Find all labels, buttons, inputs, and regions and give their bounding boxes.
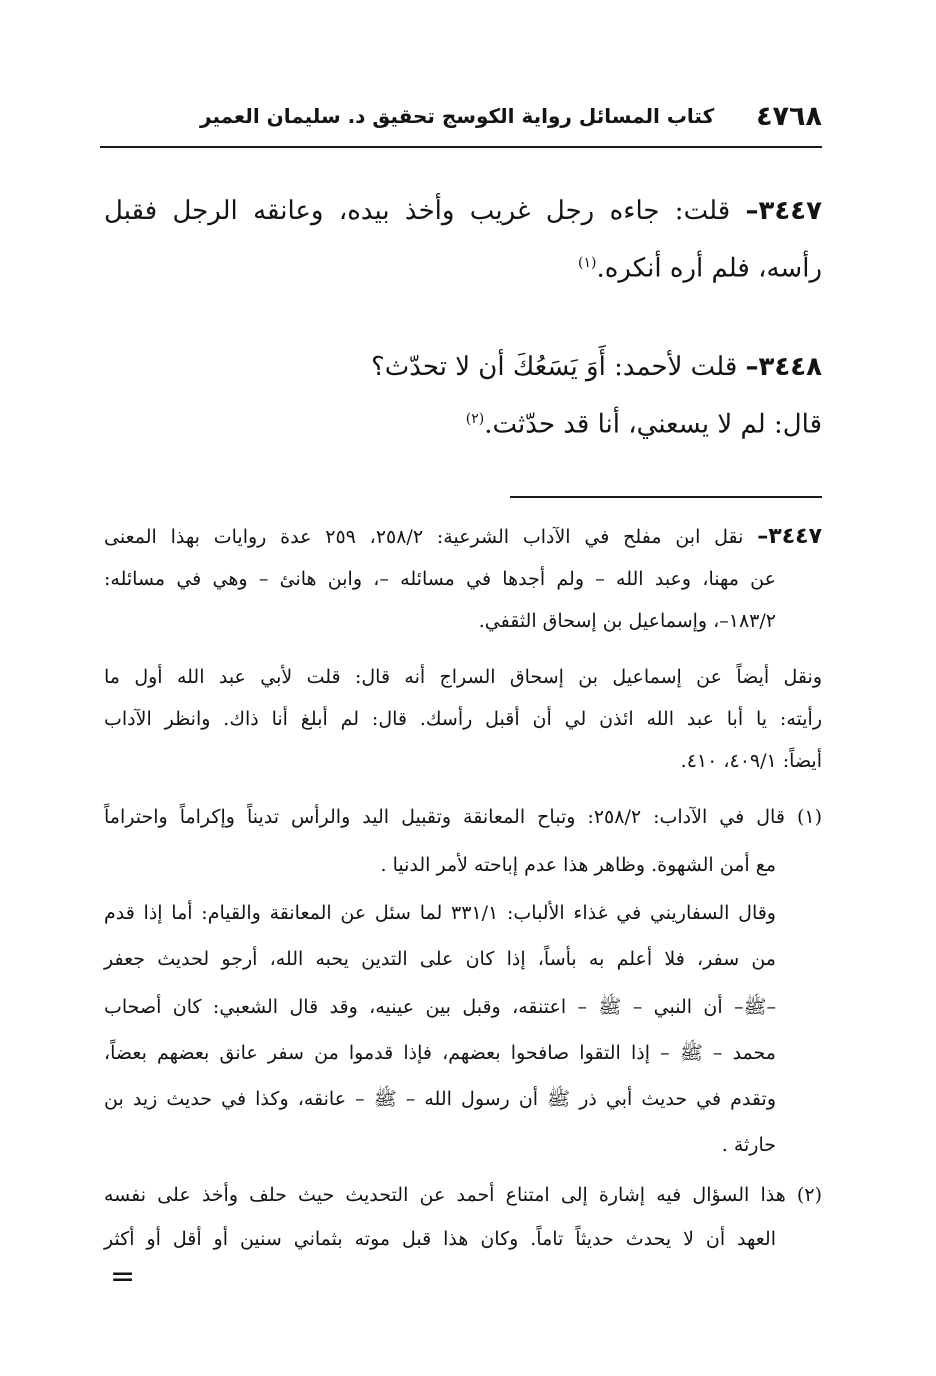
continuation-mark: =: [110, 1259, 136, 1294]
footnote-3447-line-5: رأيته: يا أبا عبد الله ائذن لي أن أقبل رأسك. قال: لم أبلغ أنا ذاك. وانظر الآداب: [104, 708, 822, 730]
page-header: [100, 96, 822, 136]
footnote-1-line-3: وقال السفاريني في غذاء الألباب: ٣٣١/١ لما سئل عن المعانقة والقيام: أما إذا قدم: [104, 902, 776, 924]
question-text: قلت لأحمد: أَوَ يَسَعُكَ أن لا تحدّث؟: [371, 352, 738, 382]
footnote-3447-line-3: ١٨٣/٢–، وإسماعيل بن إسحاق الثقفي.: [478, 610, 776, 632]
footnote-3447-line-1: [104, 520, 822, 554]
question-number: ٣٤٤٧–: [745, 196, 823, 226]
footnote-1-line-6: محمد – ﷺ – إذا التقوا صافحوا بعضهم، فإذا قدموا من سفر عانق بعضهم بعضاً،: [104, 1042, 776, 1064]
footnote-text: نقل ابن مفلح في الآداب الشرعية: ٢٥٨/٢، ٢٥٩ عدة روايات بهذا المعنى: [104, 526, 744, 548]
question-text: قلت: جاءه رجل غريب وأخذ بيده، وعانقه الرجل فقبل: [104, 196, 731, 226]
footnote-3447-line-6: أيضاً: ٤٠٩/١، ٤١٠.: [680, 750, 822, 772]
footnote-ref: (٢): [465, 411, 485, 427]
question-number: ٣٤٤٨–: [745, 352, 822, 382]
page-number: ٤٧٦٨: [756, 100, 822, 132]
answer-text: قال: لم لا يسعني، أنا قد حدّثت.: [484, 409, 822, 440]
footnote-3447-line-4: ونقل أيضاً عن إسماعيل بن إسحاق السراج أنه قال: قلت لأبي عبد الله أول ما: [104, 666, 822, 688]
question-3448-line-1: [371, 346, 822, 388]
footnote-number: ٣٤٤٧–: [757, 524, 822, 549]
running-title: كتاب المسائل رواية الكوسج تحقيق د. سليمان العمير: [200, 104, 715, 128]
footnote-3447-line-2: عن مهنا، وعبد الله – ولم أجدها في مسائله –، وابن هانئ – وهي في مسائله:: [104, 568, 776, 590]
footnote-1-line-5: –ﷺ– أن النبي – ﷺ – اعتنقه، وقبل بين عينيه، وقد قال الشعبي: كان أصحاب: [104, 996, 776, 1018]
question-3447-line-2: [578, 242, 822, 290]
footnote-marker: (٢): [796, 1184, 822, 1206]
footnote-2-line-2: العهد أن لا يحدث حديثاً تاماً. وكان هذا قبل موته بثماني سنين أو أقل أو أكثر: [104, 1228, 776, 1250]
footnote-marker: (١): [796, 806, 822, 828]
footnote-text: هذا السؤال فيه إشارة إلى امتناع أحمد عن التحديث حيث حلف وأخذ على نفسه: [104, 1184, 786, 1206]
footnote-1-line-1: [104, 800, 822, 834]
footnote-1-line-8: حارثة .: [721, 1134, 776, 1156]
footnote-separator: [510, 496, 822, 498]
footnote-2-line-1: [104, 1178, 822, 1212]
footnote-ref: (١): [578, 255, 597, 271]
question-text: رأسه، فلم أره أنكره.: [596, 253, 822, 284]
footnote-text: قال في الآداب: ٢٥٨/٢: وتباح المعانقة وتقبيل اليد والرأس تديناً وإكراماً واحتراماً: [104, 806, 785, 828]
footnote-1-line-7: وتقدم في حديث أبي ذر ﷺ أن رسول الله – ﷺ – عانقه، وكذا في حديث زيد بن: [104, 1088, 776, 1110]
question-3448-line-2: [466, 398, 822, 446]
footnote-1-line-4: من سفر، فلا أعلم به بأساً، إذا كان على التدين يحبه الله، أرجو لحديث جعفر: [104, 948, 776, 970]
header-rule: [100, 146, 822, 148]
question-3447-line-1: [104, 190, 822, 232]
footnote-1-line-2: مع أمن الشهوة. وظاهر هذا عدم إباحته لأمر الدنيا .: [380, 854, 776, 876]
